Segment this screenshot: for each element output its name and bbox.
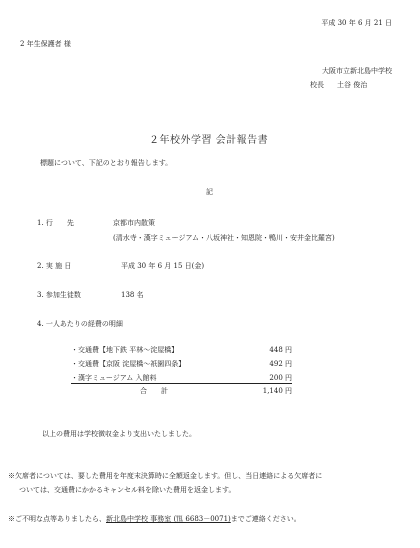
school-name: 大阪市立新北島中学校 <box>322 67 392 75</box>
total-amount: 1,140 円 <box>262 387 292 395</box>
total-label: 合 計 <box>140 387 168 395</box>
ki-mark: 記 <box>206 188 213 196</box>
section-3-value: 138 名 <box>121 291 144 299</box>
absent-note-line-1: ※欠席者については、要した費用を年度末決算時に全額返金します。但し、当日連絡による欠席者に <box>8 472 323 480</box>
recipient: 2 年生保護者 様 <box>20 40 71 48</box>
section-2-label: 2. 実 施 日 <box>37 262 72 270</box>
report-date: 平成 30 年 6 月 21 日 <box>321 19 392 27</box>
expense-item-amount: 448 円 <box>269 346 292 354</box>
section-3-label: 3. 参加生徒数 <box>37 291 81 299</box>
expense-item-amount: 200 円 <box>269 374 292 382</box>
section-1-value: 京都市内散策 <box>113 219 155 227</box>
contact-suffix: までご連絡ください。 <box>230 515 301 523</box>
document-title: ２年校外学習 会計報告書 <box>149 135 269 146</box>
section-1-label: 1. 行 先 <box>37 219 74 227</box>
paid-note: 以上の費用は学校徴収金より支出いたしました。 <box>42 430 196 438</box>
absent-note-line-2: ついては、交通費にかかるキャンセル料を除いた費用を返金します。 <box>19 486 236 494</box>
section-1-detail: (清水寺・漢字ミュージアム・八坂神社・知恩院・鴨川・安井金比羅宮) <box>113 234 335 242</box>
section-4-label: 4. 一人あたりの経費の明細 <box>37 320 123 328</box>
expense-item-amount: 492 円 <box>269 360 292 368</box>
greeting: 標題について、下記のとおり報告します。 <box>40 159 173 167</box>
contact-note <box>8 515 301 524</box>
contact-prefix: ※ご不明な点等ありましたら、 <box>8 515 106 523</box>
contact-office-link[interactable]: 新北島中学校 事務室 (℡ 6683－0071) <box>106 515 231 523</box>
principal-title: 校長 <box>310 81 324 89</box>
expense-item-name: ・交通費【地下鉄 平林～淀屋橋】 <box>71 346 179 354</box>
section-2-value: 平成 30 年 6 月 15 日(金) <box>121 262 205 270</box>
expense-item-name: ・漢字ミュージアム 入館料 <box>71 374 157 382</box>
principal-name: 土谷 俊治 <box>337 81 368 89</box>
expense-item-name: ・交通費【京阪 淀屋橋～祇園四条】 <box>71 360 186 368</box>
total-rule <box>71 383 292 384</box>
